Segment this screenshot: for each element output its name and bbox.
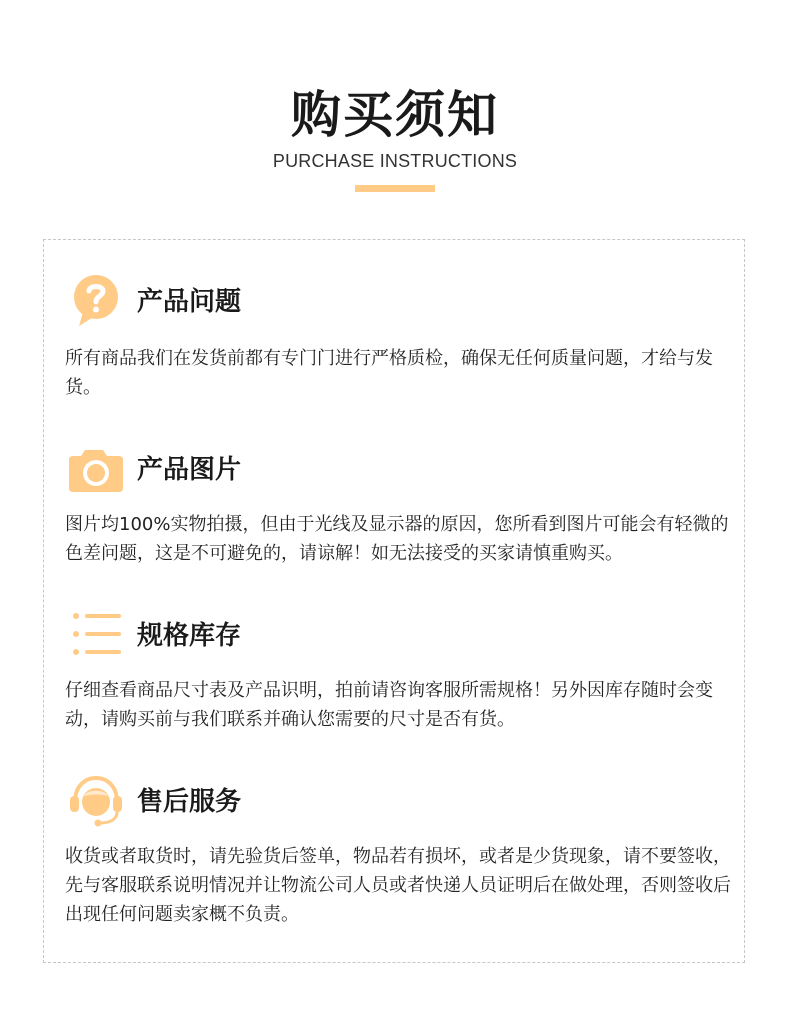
section-body: 图片均100%实物拍摄，但由于光线及显示器的原因，您所看到图片可能会有轻微的色差问题，这是不可避免的，请谅解！如无法接受的买家请慎重购买。 bbox=[65, 514, 729, 564]
list-icon bbox=[65, 604, 125, 664]
page-subtitle: PURCHASE INSTRUCTIONS bbox=[272, 151, 518, 171]
headset-support-icon bbox=[65, 772, 125, 832]
section-body: 收货或者取货时，请先验货后签单，物品若有损坏，或者是少货现象，请不要签收，先与客服联系说明情况并让物流公司人员或者快递人员证明后在做处理，否则签收后出现任何问题卖家概不负责。 bbox=[65, 846, 731, 925]
section-heading: 售后服务 bbox=[137, 787, 242, 817]
section-heading: 产品问题 bbox=[137, 287, 242, 317]
section-heading: 规格库存 bbox=[137, 621, 242, 651]
title-underline bbox=[355, 185, 435, 192]
section-body: 仔细查看商品尺寸表及产品识明，拍前请咨询客服所需规格！另外因库存随时会变动，请购买前与我们联系并确认您需要的尺寸是否有货。 bbox=[65, 680, 713, 730]
camera-icon bbox=[65, 440, 125, 500]
section-heading: 产品图片 bbox=[137, 455, 242, 485]
question-bubble-icon bbox=[65, 272, 125, 332]
page-title: 购买须知 bbox=[291, 86, 499, 144]
section-body: 所有商品我们在发货前都有专门门进行严格质检，确保无任何质量问题，才给与发货。 bbox=[65, 348, 713, 398]
